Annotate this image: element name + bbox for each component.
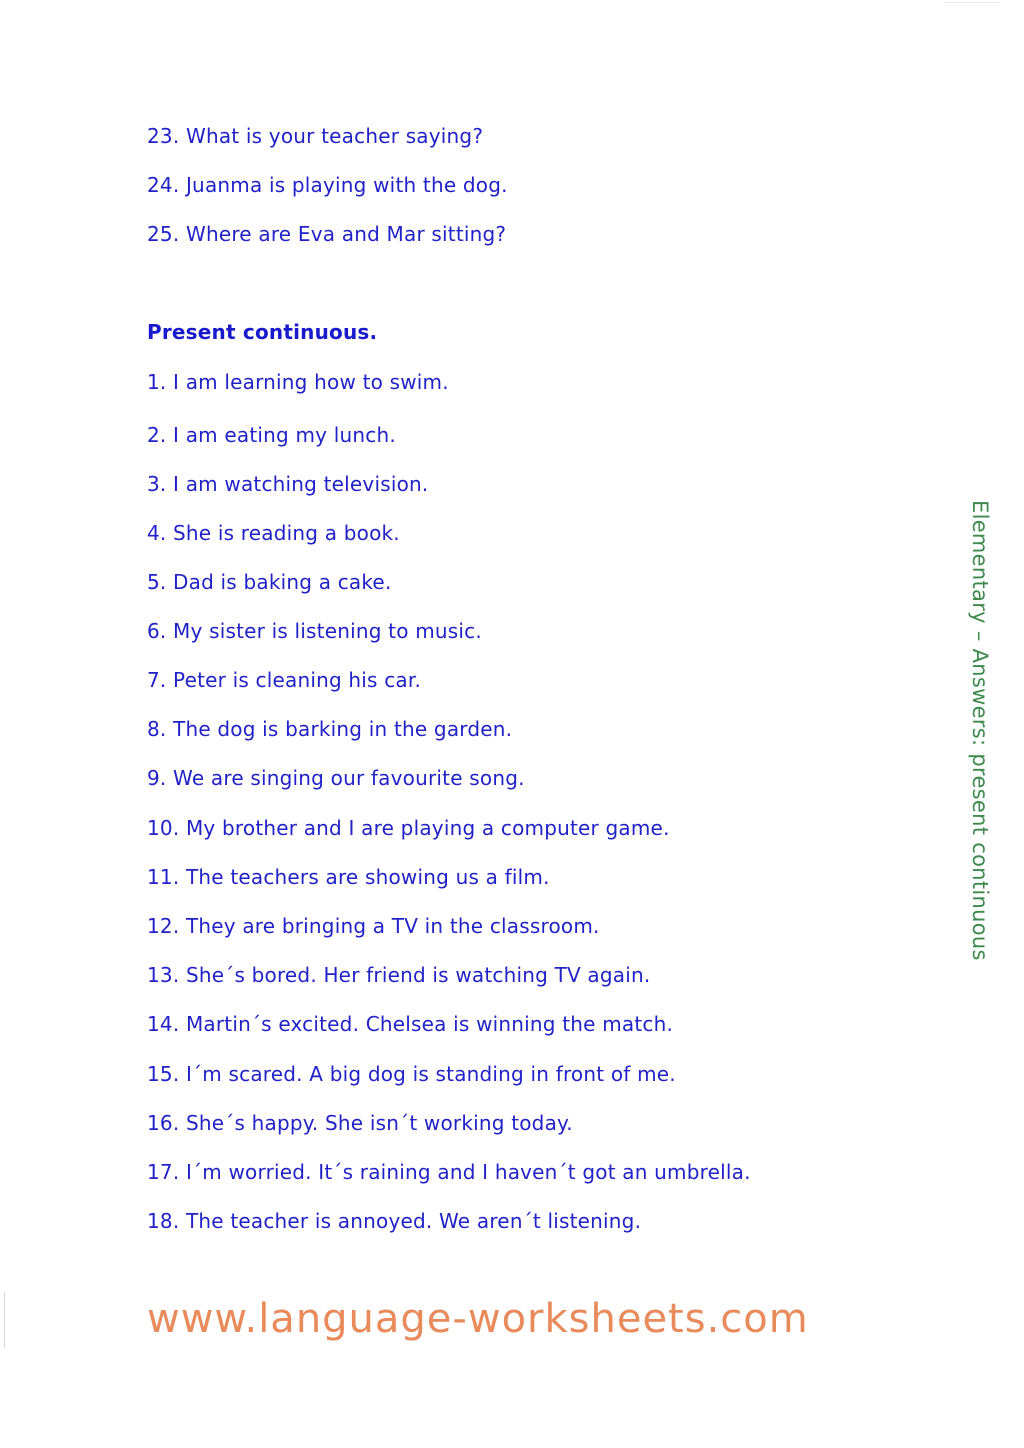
footer-website-url: www.language-worksheets.com <box>147 1296 809 1342</box>
section-heading: Present continuous. <box>147 320 378 344</box>
answer-line: 17. I´m worried. It´s raining and I haven´t got an umbrella. <box>147 1160 751 1184</box>
answer-line: 12. They are bringing a TV in the classroom. <box>147 914 600 938</box>
answer-line: 14. Martin´s excited. Chelsea is winning the match. <box>147 1012 674 1036</box>
answer-line: 2. I am eating my lunch. <box>147 423 396 447</box>
answer-line: 13. She´s bored. Her friend is watching TV again. <box>147 963 651 987</box>
scan-edge-mark-top <box>944 2 1000 3</box>
answer-line: 3. I am watching television. <box>147 472 429 496</box>
answer-line: 23. What is your teacher saying? <box>147 124 484 148</box>
side-title-label: Elementary – Answers: present continuous <box>968 500 992 961</box>
answer-line: 7. Peter is cleaning his car. <box>147 668 422 692</box>
answer-line: 18. The teacher is annoyed. We aren´t listening. <box>147 1209 642 1233</box>
answer-line: 8. The dog is barking in the garden. <box>147 717 513 741</box>
answer-line: 9. We are singing our favourite song. <box>147 766 525 790</box>
answer-line: 24. Juanma is playing with the dog. <box>147 173 508 197</box>
answer-line: 10. My brother and I are playing a computer game. <box>147 816 670 840</box>
answer-line: 1. I am learning how to swim. <box>147 370 449 394</box>
answer-line: 5. Dad is baking a cake. <box>147 570 392 594</box>
answer-line: 25. Where are Eva and Mar sitting? <box>147 222 507 246</box>
answer-line: 4. She is reading a book. <box>147 521 400 545</box>
answer-line: 11. The teachers are showing us a film. <box>147 865 550 889</box>
answer-line: 6. My sister is listening to music. <box>147 619 482 643</box>
scan-edge-mark <box>4 1292 5 1348</box>
answer-line: 15. I´m scared. A big dog is standing in front of me. <box>147 1062 676 1086</box>
answer-line: 16. She´s happy. She isn´t working today. <box>147 1111 573 1135</box>
